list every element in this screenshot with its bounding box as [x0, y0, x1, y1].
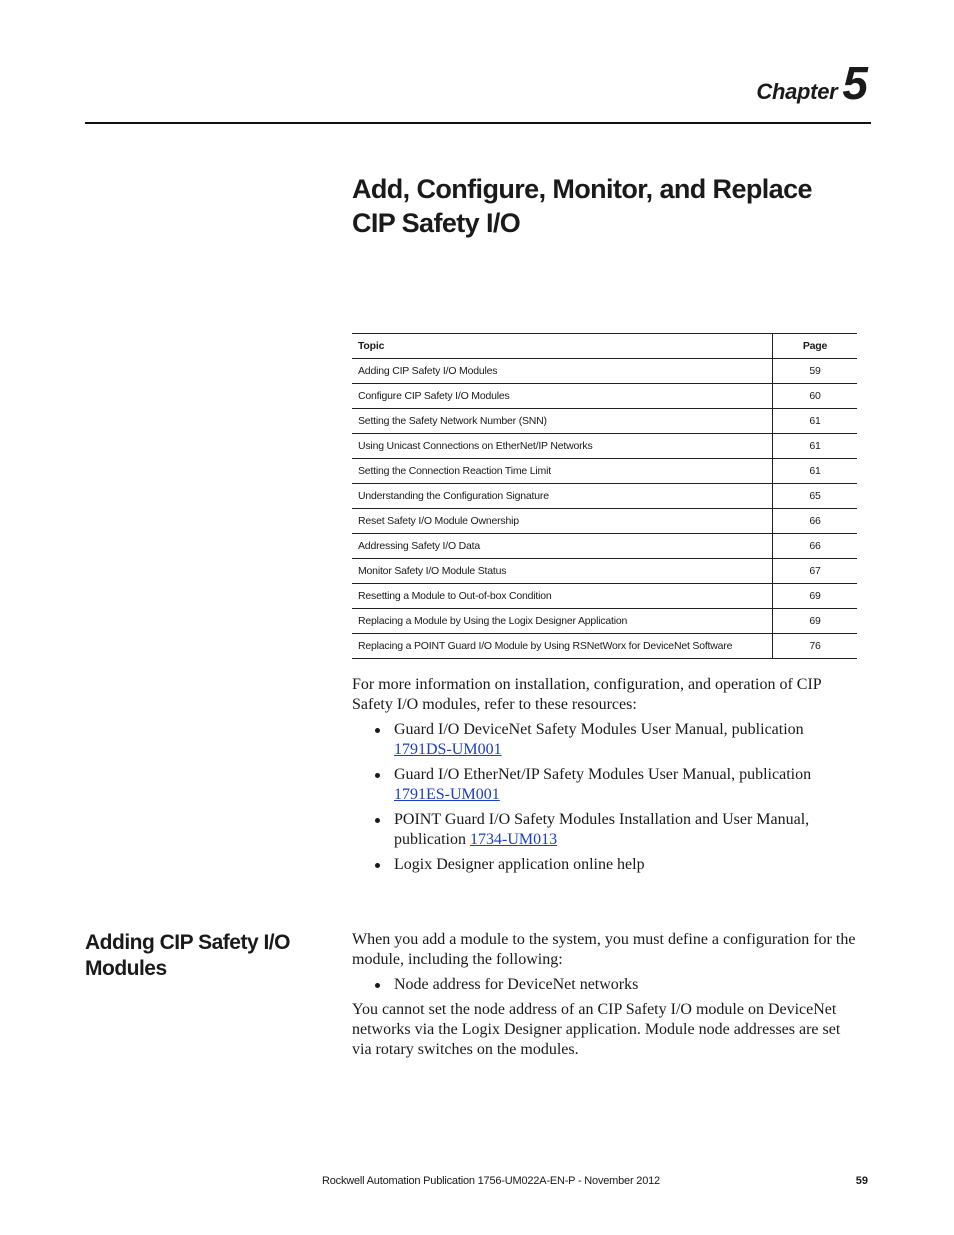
bullet-icon — [375, 983, 380, 988]
link-1734-um013[interactable]: 1734-UM013 — [469, 831, 558, 848]
page-cell: 69 — [773, 584, 858, 609]
page-cell: 66 — [773, 509, 858, 534]
page-cell: 69 — [773, 609, 858, 634]
table-row — [352, 634, 857, 659]
page-cell: 59 — [773, 359, 858, 384]
section-body — [352, 930, 862, 1060]
topic-cell: Adding CIP Safety I/O Modules — [352, 359, 773, 384]
list-item — [352, 765, 862, 805]
resources-list — [352, 720, 862, 875]
table-row — [352, 434, 857, 459]
topic-cell: Addressing Safety I/O Data — [352, 534, 773, 559]
topic-cell: Setting the Safety Network Number (SNN) — [352, 409, 773, 434]
table-row — [352, 459, 857, 484]
topic-cell: Setting the Connection Reaction Time Limit — [352, 459, 773, 484]
table-row — [352, 609, 857, 634]
page-cell: 67 — [773, 559, 858, 584]
link-1791ds-um001[interactable]: 1791DS-UM001 — [394, 741, 502, 758]
table-row — [352, 384, 857, 409]
column-header-page: Page — [773, 334, 858, 359]
section-heading: Adding CIP Safety I/O Modules — [85, 931, 290, 980]
chapter-number: 5 — [842, 57, 868, 109]
topic-cell: Resetting a Module to Out-of-box Condition — [352, 584, 773, 609]
topic-cell: Reset Safety I/O Module Ownership — [352, 509, 773, 534]
resource-text: Guard I/O EtherNet/IP Safety Modules User Manual, publication — [394, 766, 812, 783]
list-item — [352, 810, 862, 850]
resource-text: Logix Designer application online help — [394, 856, 645, 873]
page-cell: 66 — [773, 534, 858, 559]
page-cell: 61 — [773, 409, 858, 434]
topic-table — [352, 333, 857, 659]
topic-cell: Replacing a POINT Guard I/O Module by Using RSNetWorx for DeviceNet Software — [352, 634, 773, 659]
topic-cell: Using Unicast Connections on EtherNet/IP Networks — [352, 434, 773, 459]
page-cell: 61 — [773, 434, 858, 459]
resource-text: Guard I/O DeviceNet Safety Modules User Manual, publication — [394, 721, 804, 738]
section-bullet-text: Node address for DeviceNet networks — [394, 976, 639, 993]
section-bullet-detail: You cannot set the node address of an CIP Safety I/O module on DeviceNet networks via the Logix Designer application. Module node addresses are set via rotary switches on the modules. — [352, 1001, 841, 1058]
bullet-icon — [375, 773, 380, 778]
topic-cell: Monitor Safety I/O Module Status — [352, 559, 773, 584]
list-item — [352, 720, 862, 760]
table-row — [352, 559, 857, 584]
link-1791es-um001[interactable]: 1791ES-UM001 — [394, 786, 500, 803]
topic-cell: Configure CIP Safety I/O Modules — [352, 384, 773, 409]
table-row — [352, 509, 857, 534]
section-intro: When you add a module to the system, you must define a configuration for the module, including the following: — [352, 931, 856, 968]
header-rule — [85, 122, 871, 124]
chapter-header — [756, 57, 868, 109]
footer-page-number: 59 — [855, 1175, 868, 1187]
page-cell: 60 — [773, 384, 858, 409]
resource-text: POINT Guard I/O Safety Modules Installation and User Manual, publication — [394, 811, 810, 848]
section-list — [352, 975, 862, 995]
bullet-icon — [375, 728, 380, 733]
footer-publication: Rockwell Automation Publication 1756-UM022A-EN-P - November 2012 — [322, 1175, 660, 1187]
page-cell: 76 — [773, 634, 858, 659]
table-row — [352, 584, 857, 609]
resources-block — [352, 675, 862, 880]
bullet-icon — [375, 863, 380, 868]
list-item — [352, 855, 862, 875]
page-cell: 65 — [773, 484, 858, 509]
table-row — [352, 534, 857, 559]
page-cell: 61 — [773, 459, 858, 484]
topic-cell: Understanding the Configuration Signature — [352, 484, 773, 509]
page-title-line1: Add, Configure, Monitor, and Replace — [352, 174, 812, 204]
table-row — [352, 359, 857, 384]
table-row — [352, 409, 857, 434]
chapter-label: Chapter — [756, 79, 838, 104]
page-title — [352, 172, 832, 240]
topic-cell: Replacing a Module by Using the Logix Designer Application — [352, 609, 773, 634]
table-row — [352, 484, 857, 509]
bullet-icon — [375, 818, 380, 823]
resources-intro: For more information on installation, configuration, and operation of CIP Safety I/O modules, refer to these resources: — [352, 676, 822, 713]
table-header-row — [352, 334, 857, 359]
column-header-topic: Topic — [352, 334, 773, 359]
list-item — [352, 975, 862, 995]
page-title-line2: CIP Safety I/O — [352, 208, 521, 238]
